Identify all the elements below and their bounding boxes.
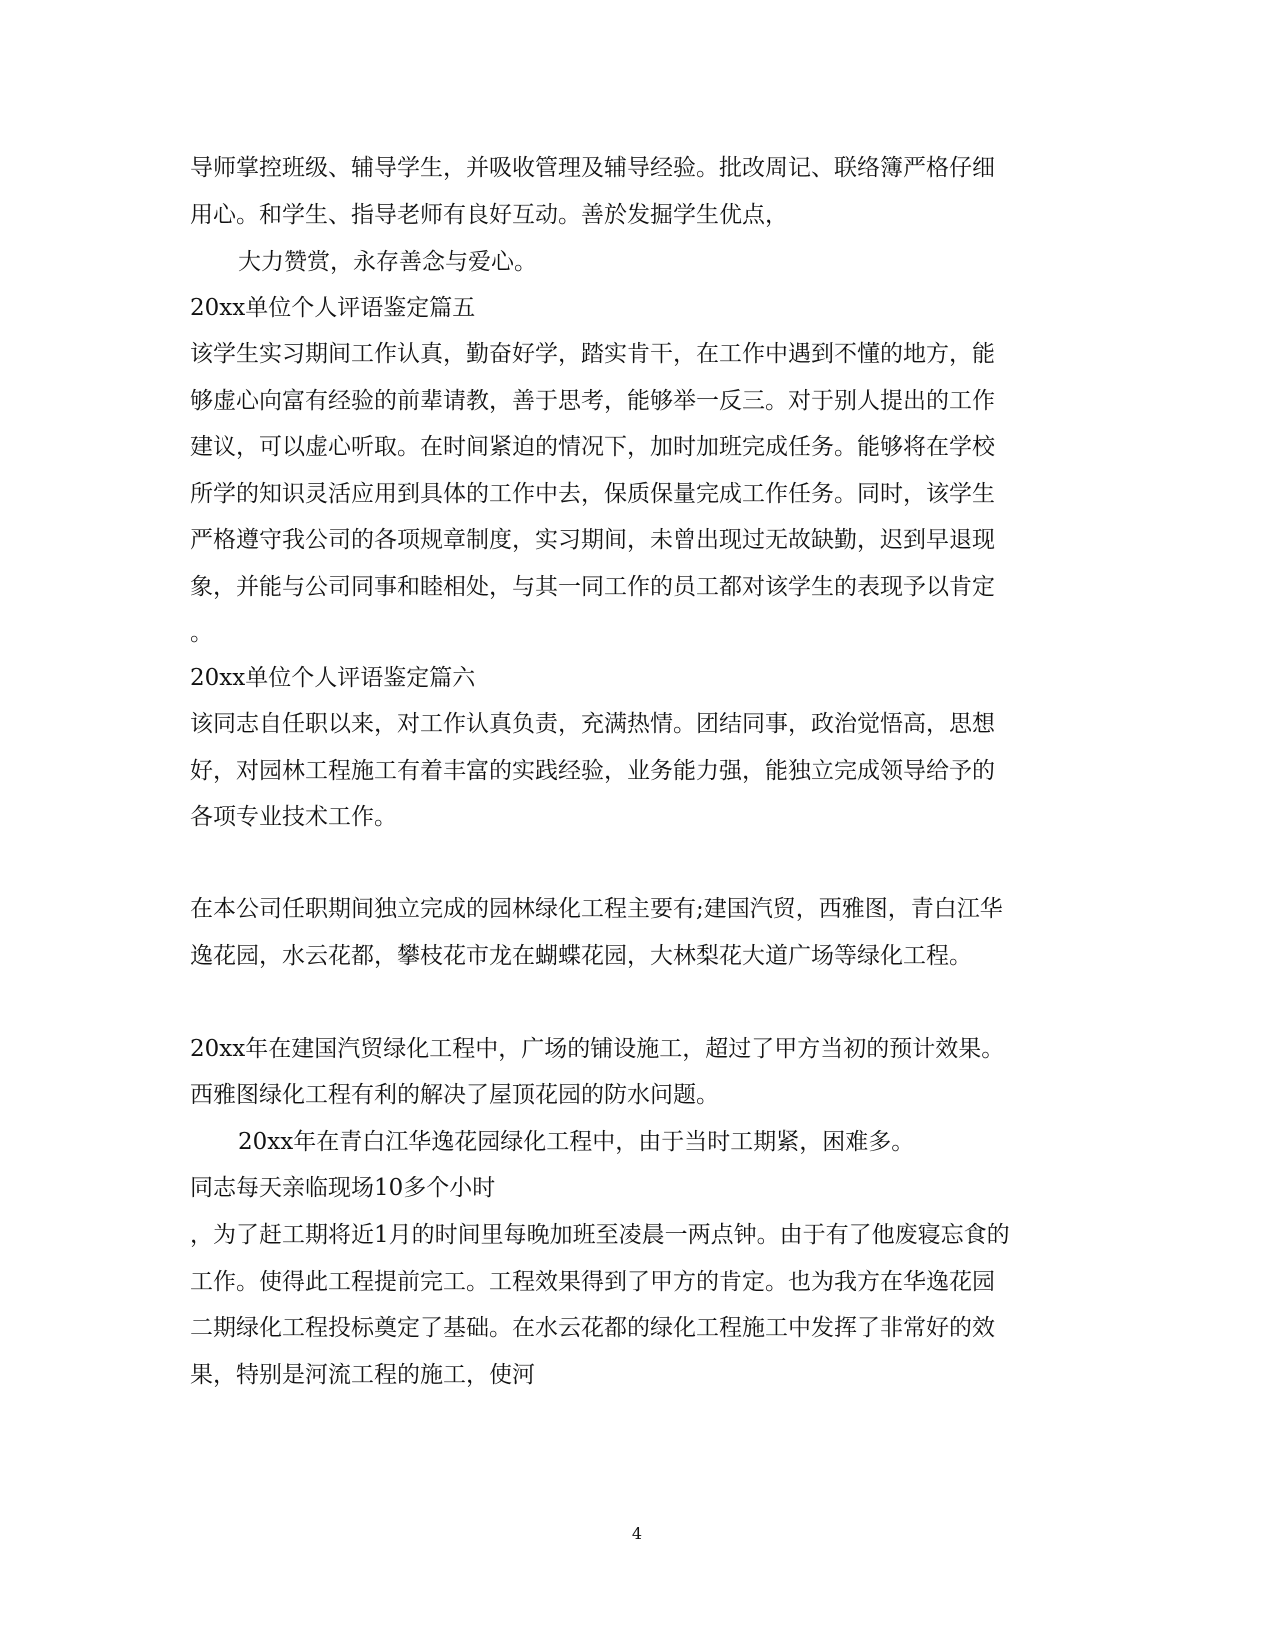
paragraph-line: ，为了赶工期将近1月的时间里每晚加班至凌晨一两点钟。由于有了他废寝忘食的 [190, 1222, 1010, 1248]
paragraph-line: 该学生实习期间工作认真，勤奋好学，踏实肯干，在工作中遇到不懂的地方，能 [190, 341, 995, 367]
paragraph-line: 该同志自任职以来，对工作认真负责，充满热情。团结同事，政治觉悟高，思想 [190, 711, 995, 737]
paragraph-line: 西雅图绿化工程有利的解决了屋顶花园的防水问题。 [190, 1082, 719, 1108]
paragraph-line: 工作。使得此工程提前完工。工程效果得到了甲方的肯定。也为我方在华逸花园 [190, 1269, 995, 1295]
page-number: 4 [631, 1524, 643, 1543]
paragraph-line: 20xx年在建国汽贸绿化工程中，广场的铺设施工，超过了甲方当初的预计效果。 [190, 1036, 1005, 1062]
paragraph-line: 导师掌控班级、辅导学生，并吸收管理及辅导经验。批改周记、联络簿严格仔细 [190, 155, 995, 181]
paragraph-line: 同志每天亲临现场10多个小时 [190, 1175, 496, 1201]
paragraph-line: 所学的知识灵活应用到具体的工作中去，保质保量完成工作任务。同时，该学生 [190, 481, 995, 507]
paragraph-line: 用心。和学生、指导老师有良好互动。善於发掘学生优点， [190, 202, 788, 228]
paragraph-line: 大力赞赏，永存善念与爱心。 [238, 249, 537, 275]
paragraph-line: 建议，可以虚心听取。在时间紧迫的情况下，加时加班完成任务。能够将在学校 [190, 434, 995, 460]
paragraph-line: 果，特别是河流工程的施工，使河 [190, 1362, 535, 1388]
paragraph-line: 二期绿化工程投标奠定了基础。在水云花都的绿化工程施工中发挥了非常好的效 [190, 1315, 995, 1341]
paragraph-line: 象，并能与公司同事和睦相处，与其一同工作的员工都对该学生的表现予以肯定 [190, 574, 995, 600]
paragraph-line: 够虚心向富有经验的前辈请教，善于思考，能够举一反三。对于别人提出的工作 [190, 388, 995, 414]
paragraph-line: 好，对园林工程施工有着丰富的实践经验，业务能力强，能独立完成领导给予的 [190, 758, 995, 784]
section-heading: 20xx单位个人评语鉴定篇六 [190, 665, 476, 691]
paragraph-line: 。 [190, 620, 213, 646]
paragraph-line: 20xx年在青白江华逸花园绿化工程中，由于当时工期紧，困难多。 [238, 1129, 915, 1155]
paragraph-line: 在本公司任职期间独立完成的园林绿化工程主要有;建国汽贸，西雅图，青白江华 [190, 896, 1003, 922]
paragraph-line: 各项专业技术工作。 [190, 804, 397, 830]
section-heading: 20xx单位个人评语鉴定篇五 [190, 295, 476, 321]
paragraph-line: 逸花园，水云花都，攀枝花市龙在蝴蝶花园，大林梨花大道广场等绿化工程。 [190, 943, 972, 969]
paragraph-line: 严格遵守我公司的各项规章制度，实习期间，未曾出现过无故缺勤，迟到早退现 [190, 527, 995, 553]
